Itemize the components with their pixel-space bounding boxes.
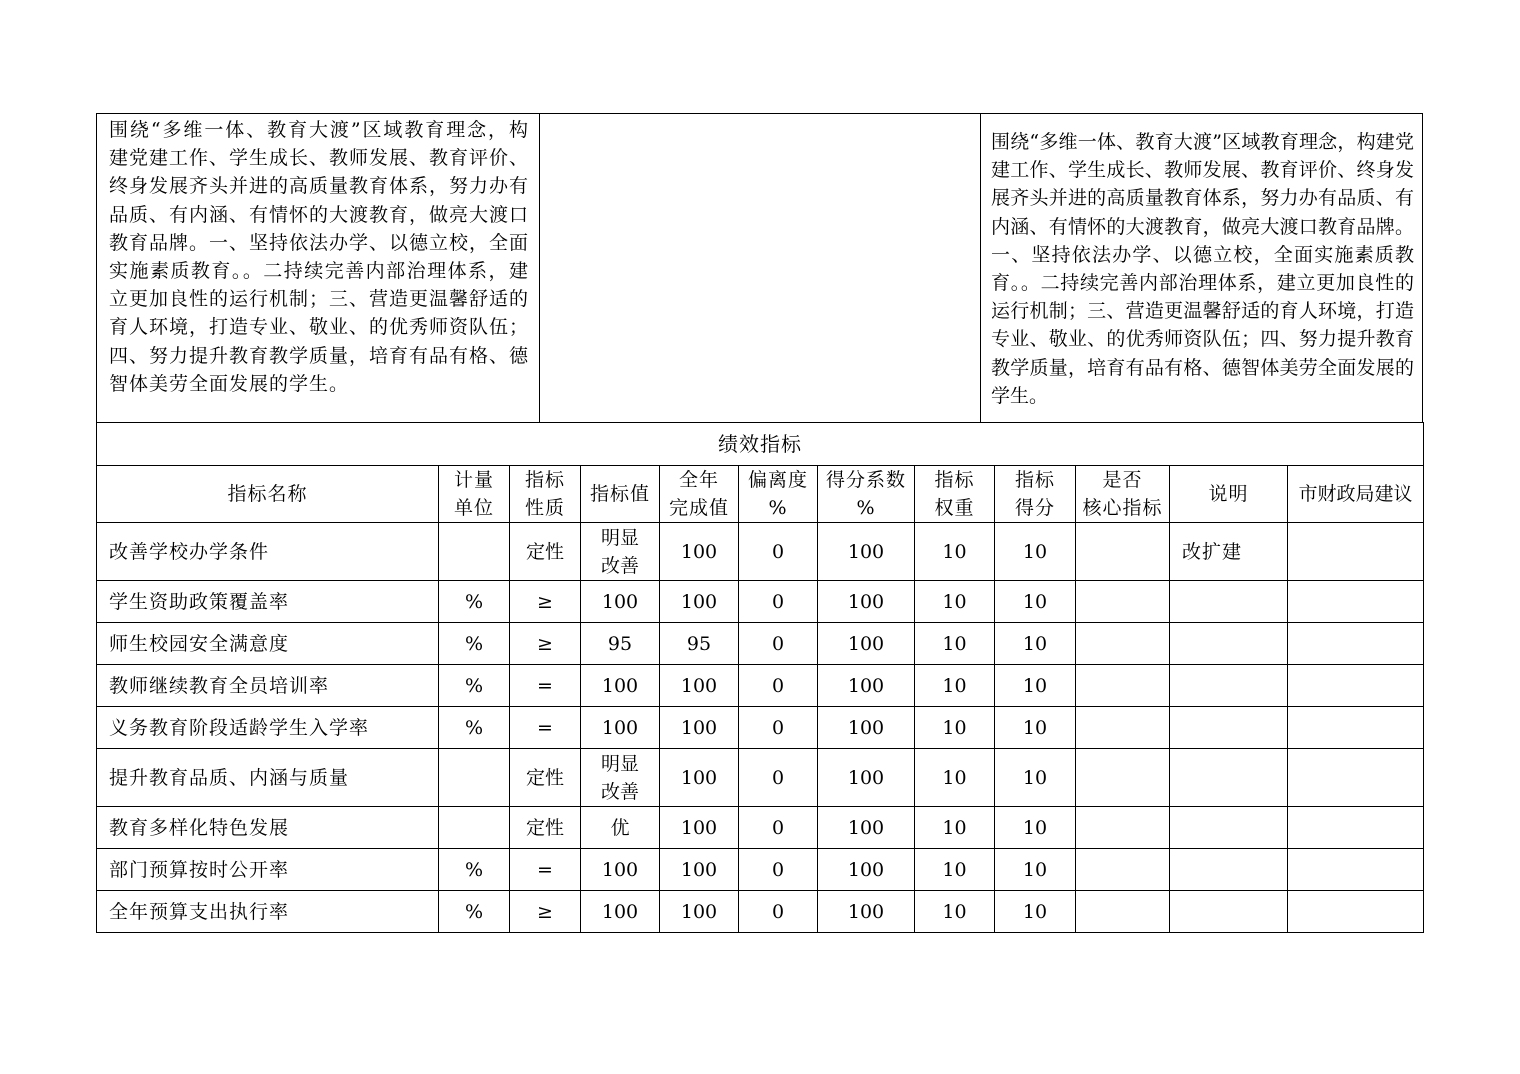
- table-row: [97, 807, 1424, 849]
- cell-name: 改善学校办学条件: [97, 523, 439, 581]
- goal-text-left: 围绕“多维一体、教育大渡”区域教育理念，构建党建工作、学生成长、教师发展、教育评价、终身发展齐头并进的高质量教育体系，努力办有品质、有内涵、有情怀的大渡教育，做亮大渡口教育品牌。一、坚持依法办学、以德立校，全面实施素质教育。。二持续完善内部治理体系，建立更加良性的运行机制；三、营造更温馨舒适的育人环境，打造专业、敬业、的优秀师资队伍；四、努力提升教育教学质量，培育有品有格、德智体美劳全面发展的学生。: [109, 119, 530, 395]
- cell-nature: ≥: [510, 581, 581, 623]
- cell-note: 改扩建: [1170, 523, 1288, 581]
- cell-score: 10: [995, 581, 1076, 623]
- cell-core: [1076, 665, 1170, 707]
- cell-core: [1076, 581, 1170, 623]
- data-rows: [97, 523, 1424, 933]
- cell-deviation: 0: [739, 581, 818, 623]
- header-score-line2: 得分: [1014, 497, 1055, 519]
- cell-weight: 10: [915, 849, 995, 891]
- header-unit-line1: 计量: [453, 469, 494, 491]
- cell-name: 提升教育品质、内涵与质量: [97, 749, 439, 807]
- header-actual-line1: 全年: [678, 469, 719, 491]
- cell-score: 10: [995, 623, 1076, 665]
- cell-actual: 100: [660, 849, 739, 891]
- cell-weight: 10: [915, 749, 995, 807]
- cell-advice: [1288, 849, 1424, 891]
- cell-actual: 100: [660, 807, 739, 849]
- cell-target: 100: [581, 665, 660, 707]
- cell-deviation: 0: [739, 623, 818, 665]
- cell-actual: 100: [660, 707, 739, 749]
- cell-nature: =: [510, 707, 581, 749]
- cell-advice: [1288, 581, 1424, 623]
- goal-cell-middle: [540, 114, 981, 422]
- header-score-line1: 指标: [1014, 469, 1055, 491]
- cell-actual: 100: [660, 665, 739, 707]
- cell-nature: =: [510, 849, 581, 891]
- cell-coef: 100: [818, 849, 915, 891]
- header-advice: 市财政局建议: [1288, 466, 1424, 523]
- cell-score: 10: [995, 707, 1076, 749]
- cell-actual: 100: [660, 581, 739, 623]
- cell-deviation: 0: [739, 849, 818, 891]
- cell-nature: 定性: [510, 523, 581, 581]
- cell-unit: [439, 749, 510, 807]
- cell-core: [1076, 891, 1170, 933]
- table-row: [97, 749, 1424, 807]
- cell-score: 10: [995, 523, 1076, 581]
- cell-name: 部门预算按时公开率: [97, 849, 439, 891]
- cell-coef: 100: [818, 707, 915, 749]
- section-title-row: [97, 423, 1424, 466]
- cell-nature: 定性: [510, 807, 581, 849]
- cell-unit: [439, 807, 510, 849]
- cell-unit: [439, 523, 510, 581]
- header-score: [995, 466, 1076, 523]
- cell-nature: ≥: [510, 891, 581, 933]
- cell-name: 教育多样化特色发展: [97, 807, 439, 849]
- cell-nature: ≥: [510, 623, 581, 665]
- cell-note: [1170, 807, 1288, 849]
- cell-actual: 100: [660, 523, 739, 581]
- cell-advice: [1288, 623, 1424, 665]
- cell-target: 100: [581, 707, 660, 749]
- header-unit-line2: 单位: [453, 497, 494, 519]
- cell-core: [1076, 749, 1170, 807]
- goal-text-right: 围绕“多维一体、教育大渡”区域教育理念，构建党建工作、学生成长、教师发展、教育评价、终身发展齐头并进的高质量教育体系，努力办有品质、有内涵、有情怀的大渡教育，做亮大渡口教育品牌。一、坚持依法办学、以德立校，全面实施素质教育。。二持续完善内部治理体系，建立更加良性的运行机制；三、营造更温馨舒适的育人环境，打造专业、敬业、的优秀师资队伍；四、努力提升教育教学质量，培育有品有格、德智体美劳全面发展的学生。: [991, 131, 1414, 407]
- header-actual-line2: 完成值: [668, 497, 729, 519]
- cell-name: 义务教育阶段适龄学生入学率: [97, 707, 439, 749]
- cell-note: [1170, 707, 1288, 749]
- cell-core: [1076, 523, 1170, 581]
- cell-coef: 100: [818, 581, 915, 623]
- header-core-line2: 核心指标: [1082, 497, 1163, 519]
- header-deviation-line2: %: [768, 497, 788, 519]
- cell-advice: [1288, 807, 1424, 849]
- cell-coef: 100: [818, 623, 915, 665]
- header-weight-line2: 权重: [934, 497, 975, 519]
- cell-score: 10: [995, 807, 1076, 849]
- header-deviation: [739, 466, 818, 523]
- cell-score: 10: [995, 749, 1076, 807]
- cell-deviation: 0: [739, 707, 818, 749]
- table-row: [97, 523, 1424, 581]
- header-deviation-line1: 偏离度: [747, 469, 808, 491]
- cell-name: 师生校园安全满意度: [97, 623, 439, 665]
- cell-deviation: 0: [739, 749, 818, 807]
- cell-unit: %: [439, 623, 510, 665]
- cell-coef: 100: [818, 665, 915, 707]
- cell-deviation: 0: [739, 523, 818, 581]
- cell-target: 明显 改善: [581, 523, 660, 581]
- cell-unit: %: [439, 891, 510, 933]
- header-note: 说明: [1170, 466, 1288, 523]
- cell-name: 教师继续教育全员培训率: [97, 665, 439, 707]
- cell-advice: [1288, 749, 1424, 807]
- cell-note: [1170, 749, 1288, 807]
- header-coef: [818, 466, 915, 523]
- cell-weight: 10: [915, 623, 995, 665]
- header-weight-line1: 指标: [934, 469, 975, 491]
- cell-nature: =: [510, 665, 581, 707]
- header-row: [97, 466, 1424, 523]
- cell-core: [1076, 807, 1170, 849]
- cell-core: [1076, 623, 1170, 665]
- table-row: [97, 891, 1424, 933]
- header-name: 指标名称: [97, 466, 439, 523]
- cell-target: 100: [581, 849, 660, 891]
- cell-unit: %: [439, 849, 510, 891]
- cell-weight: 10: [915, 665, 995, 707]
- header-core: [1076, 466, 1170, 523]
- header-nature: [510, 466, 581, 523]
- cell-advice: [1288, 523, 1424, 581]
- header-unit: [439, 466, 510, 523]
- cell-advice: [1288, 891, 1424, 933]
- header-weight: [915, 466, 995, 523]
- table-row: [97, 849, 1424, 891]
- cell-note: [1170, 849, 1288, 891]
- cell-coef: 100: [818, 807, 915, 849]
- header-coef-line2: %: [856, 497, 876, 519]
- cell-weight: 10: [915, 807, 995, 849]
- goal-cell-left: [97, 114, 540, 422]
- cell-unit: %: [439, 707, 510, 749]
- cell-target: 95: [581, 623, 660, 665]
- cell-note: [1170, 665, 1288, 707]
- cell-score: 10: [995, 891, 1076, 933]
- cell-note: [1170, 891, 1288, 933]
- cell-actual: 100: [660, 891, 739, 933]
- indicator-table: [96, 422, 1424, 933]
- cell-target: 明显 改善: [581, 749, 660, 807]
- cell-actual: 100: [660, 749, 739, 807]
- header-nature-line1: 指标: [524, 469, 565, 491]
- cell-note: [1170, 623, 1288, 665]
- cell-core: [1076, 849, 1170, 891]
- cell-deviation: 0: [739, 807, 818, 849]
- cell-unit: %: [439, 665, 510, 707]
- header-coef-line1: 得分系数: [825, 469, 906, 491]
- goal-row-frame: [96, 113, 1423, 423]
- cell-weight: 10: [915, 891, 995, 933]
- cell-deviation: 0: [739, 665, 818, 707]
- table-row: [97, 665, 1424, 707]
- cell-advice: [1288, 707, 1424, 749]
- header-target: 指标值: [581, 466, 660, 523]
- cell-unit: %: [439, 581, 510, 623]
- cell-weight: 10: [915, 523, 995, 581]
- cell-coef: 100: [818, 523, 915, 581]
- table-row: [97, 707, 1424, 749]
- cell-note: [1170, 581, 1288, 623]
- cell-weight: 10: [915, 581, 995, 623]
- cell-score: 10: [995, 849, 1076, 891]
- table-row: [97, 623, 1424, 665]
- cell-actual: 95: [660, 623, 739, 665]
- cell-nature: 定性: [510, 749, 581, 807]
- cell-deviation: 0: [739, 891, 818, 933]
- cell-name: 全年预算支出执行率: [97, 891, 439, 933]
- header-nature-line2: 性质: [524, 497, 565, 519]
- cell-target: 100: [581, 891, 660, 933]
- cell-core: [1076, 707, 1170, 749]
- goal-cell-right: [981, 114, 1422, 422]
- section-title: 绩效指标: [97, 423, 1424, 466]
- cell-coef: 100: [818, 891, 915, 933]
- cell-name: 学生资助政策覆盖率: [97, 581, 439, 623]
- cell-target: 优: [581, 807, 660, 849]
- cell-coef: 100: [818, 749, 915, 807]
- header-actual: [660, 466, 739, 523]
- table-row: [97, 581, 1424, 623]
- cell-score: 10: [995, 665, 1076, 707]
- cell-weight: 10: [915, 707, 995, 749]
- cell-target: 100: [581, 581, 660, 623]
- header-core-line1: 是否: [1102, 469, 1143, 491]
- cell-advice: [1288, 665, 1424, 707]
